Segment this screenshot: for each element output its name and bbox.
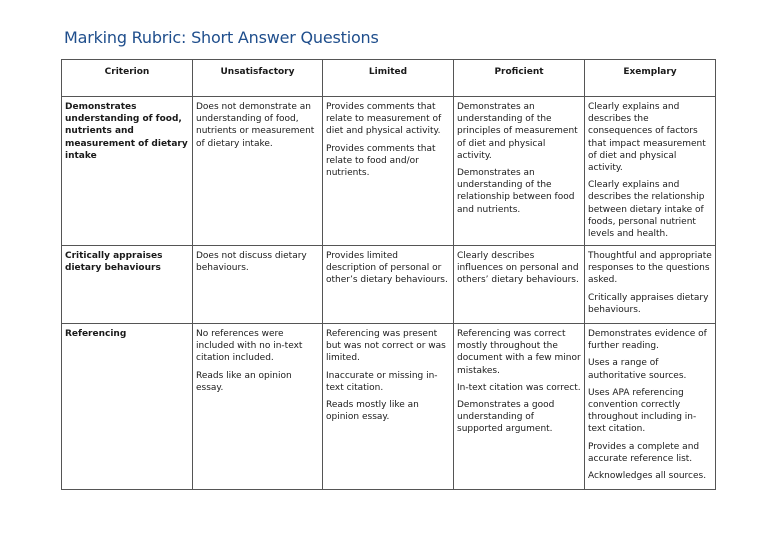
criterion-cell: Demonstrates understanding of food, nutrients and measurement of dietary intake bbox=[62, 97, 193, 246]
descriptor-text: Reads like an opinion essay. bbox=[196, 370, 292, 393]
table-row bbox=[62, 246, 716, 324]
descriptor-text: Does not demonstrate an understanding of food, nutrients or measurement of dietary intake. bbox=[196, 102, 315, 149]
descriptor-text: Demonstrates a good understanding of supported argument. bbox=[457, 400, 555, 435]
header-limited: Limited bbox=[323, 60, 454, 97]
descriptor-text: Clearly describes influences on personal and others’ dietary behaviours. bbox=[457, 251, 579, 286]
header-unsatisfactory: Unsatisfactory bbox=[193, 60, 323, 97]
descriptor-text: Provides comments that relate to food and/or nutrients. bbox=[326, 143, 436, 179]
exemplary-cell bbox=[585, 97, 716, 246]
descriptor-text: Referencing was correct mostly throughout the document with a few minor mistakes. bbox=[457, 329, 581, 376]
criterion-cell: Critically appraises dietary behaviours bbox=[62, 246, 193, 324]
proficient-cell bbox=[454, 324, 585, 490]
table-row bbox=[62, 324, 716, 490]
unsatisfactory-cell bbox=[193, 324, 323, 490]
table-row bbox=[62, 97, 716, 246]
descriptor-text: Demonstrates evidence of further reading. bbox=[588, 329, 707, 352]
descriptor-text: Provides comments that relate to measurement of diet and physical activity. bbox=[326, 102, 442, 137]
unsatisfactory-cell bbox=[193, 97, 323, 246]
proficient-cell bbox=[454, 97, 585, 246]
proficient-cell bbox=[454, 246, 585, 324]
exemplary-cell bbox=[585, 246, 716, 324]
descriptor-text: Provides a complete and accurate reference list. bbox=[588, 441, 700, 464]
descriptor-text: Clearly explains and describes the relationship between dietary intake of foods, personal nutrient levels and health. bbox=[588, 180, 705, 240]
header-row bbox=[62, 60, 716, 97]
descriptor-text: Thoughtful and appropriate responses to the questions asked. bbox=[588, 251, 712, 286]
descriptor-text: Uses a range of authoritative sources. bbox=[588, 358, 687, 381]
limited-cell bbox=[323, 246, 454, 324]
descriptor-text: Reads mostly like an opinion essay. bbox=[326, 400, 419, 423]
exemplary-cell bbox=[585, 324, 716, 490]
descriptor-text: Uses APA referencing convention correctly throughout including in-text citation. bbox=[588, 387, 697, 435]
limited-cell bbox=[323, 324, 454, 490]
descriptor-text: In-text citation was correct. bbox=[457, 382, 581, 393]
descriptor-text: Demonstrates an understanding of the principles of measurement of diet and physical activity. bbox=[457, 102, 578, 161]
descriptor-text: Demonstrates an understanding of the relationship between food and nutrients. bbox=[457, 168, 575, 215]
header-criterion: Criterion bbox=[62, 60, 193, 97]
descriptor-text: Inaccurate or missing in-text citation. bbox=[326, 370, 438, 393]
descriptor-text: Critically appraises dietary behaviours. bbox=[588, 292, 709, 315]
rubric-table bbox=[61, 59, 716, 490]
criterion-cell: Referencing bbox=[62, 324, 193, 490]
descriptor-text: No references were included with no in-text citation included. bbox=[196, 329, 303, 364]
limited-cell bbox=[323, 97, 454, 246]
descriptor-text: Acknowledges all sources. bbox=[588, 471, 707, 482]
page-title: Marking Rubric: Short Answer Questions bbox=[64, 28, 379, 47]
descriptor-text: Referencing was present but was not correct or was limited. bbox=[326, 329, 446, 364]
descriptor-text: Clearly explains and describes the consequences of factors that impact measurement of diet and physical activity. bbox=[588, 102, 706, 174]
header-exemplary: Exemplary bbox=[585, 60, 716, 97]
descriptor-text: Provides limited description of personal or other’s dietary behaviours. bbox=[326, 251, 448, 286]
unsatisfactory-cell bbox=[193, 246, 323, 324]
header-proficient: Proficient bbox=[454, 60, 585, 97]
descriptor-text: Does not discuss dietary behaviours. bbox=[196, 251, 307, 274]
